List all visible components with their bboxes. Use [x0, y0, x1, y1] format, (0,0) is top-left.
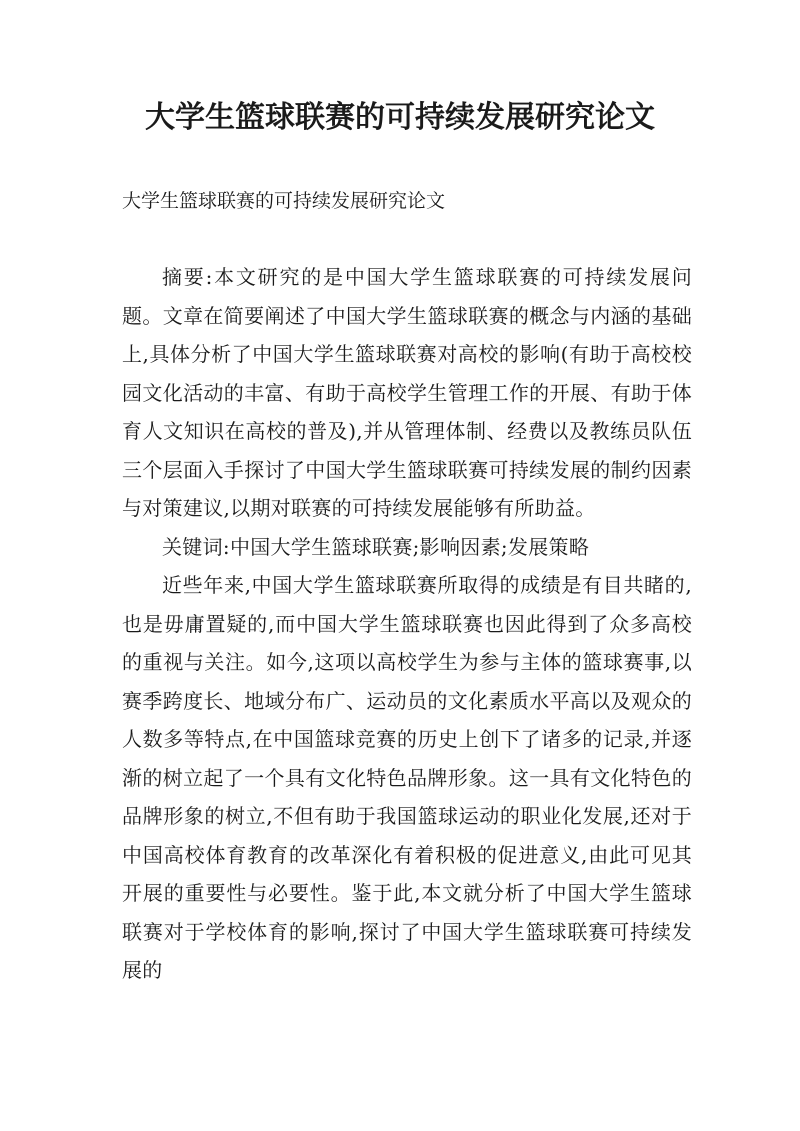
document-subtitle: 大学生篮球联赛的可持续发展研究论文	[122, 190, 446, 212]
document-body	[122, 258, 692, 990]
introduction-paragraph: 近些年来,中国大学生篮球联赛所取得的成绩是有目共睹的,也是毋庸置疑的,而中国大学生篮球联赛也因此得到了众多高校的重视与关注。如今,这项以高校学生为参与主体的篮球赛事,以赛季跨度长、地域分布广、运动员的文化素质水平高以及观众的人数多等特点,在中国篮球竞赛的历史上创下了诸多的记录,并逐渐的树立起了一个具有文化特色品牌形象。这一具有文化特色的品牌形象的树立,不但有助于我国篮球运动的职业化发展,还对于中国高校体育教育的改革深化有着积极的促进意义,由此可见其开展的重要性与必要性。鉴于此,本文就分析了中国大学生篮球联赛对于学校体育的影响,探讨了中国大学生篮球联赛可持续发展的	[122, 573, 692, 982]
abstract-paragraph: 摘要:本文研究的是中国大学生篮球联赛的可持续发展问题。文章在简要阐述了中国大学生篮球联赛的概念与内涵的基础上,具体分析了中国大学生篮球联赛对高校的影响(有助于高校校园文化活动的丰富、有助于高校学生管理工作的开展、有助于体育人文知识在高校的普及),并从管理体制、经费以及教练员队伍三个层面入手探讨了中国大学生篮球联赛可持续发展的制约因素与对策建议,以期对联赛的可持续发展能够有所助益。	[122, 265, 692, 520]
keywords-paragraph: 关键词:中国大学生篮球联赛;影响因素;发展策略	[162, 534, 590, 559]
document-title: 大学生篮球联赛的可持续发展研究论文	[145, 100, 655, 135]
